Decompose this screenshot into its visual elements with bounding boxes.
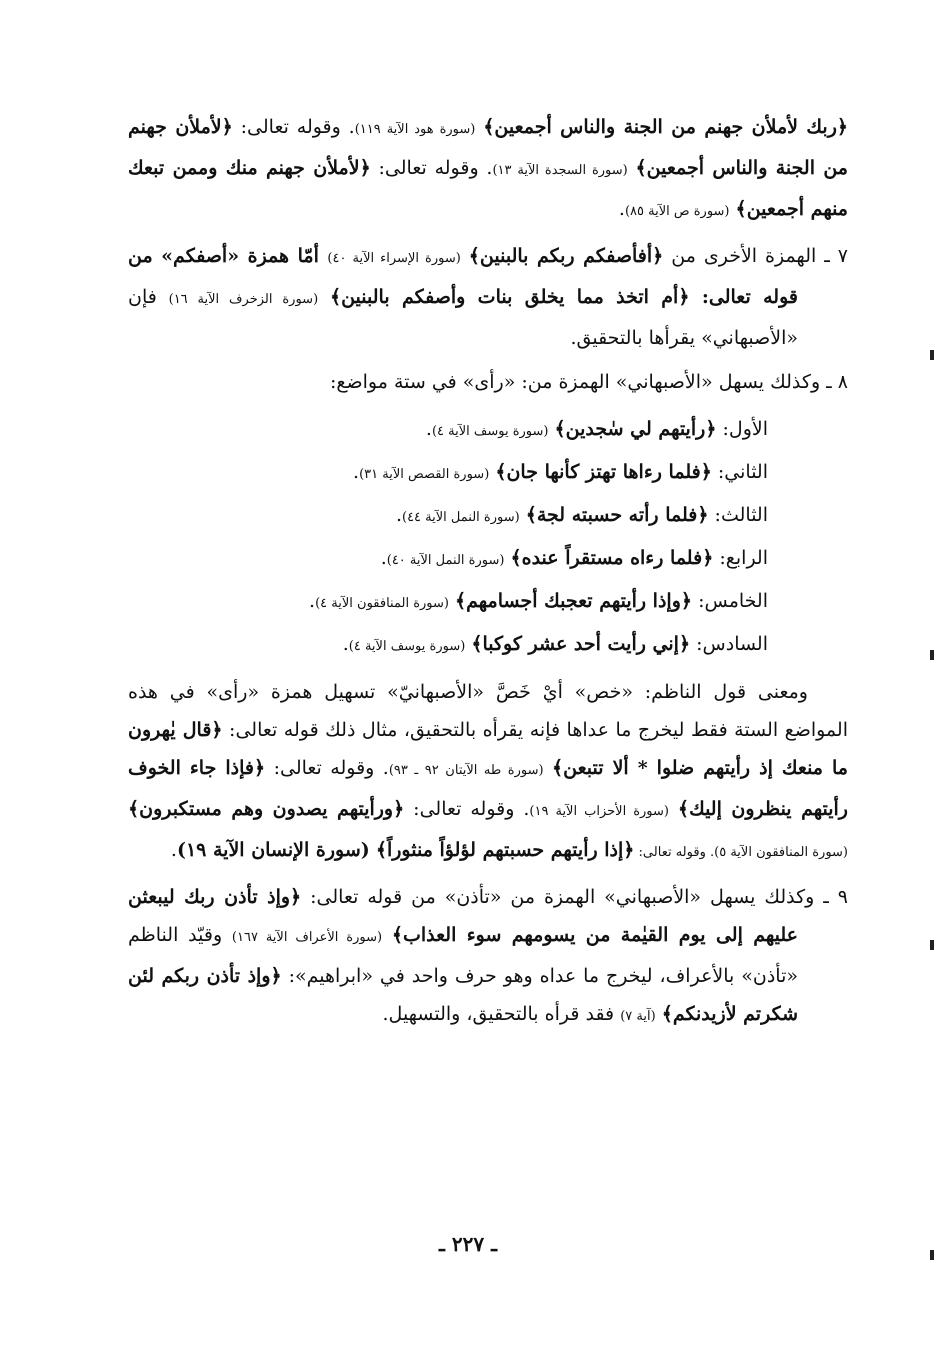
continuation-paragraph: ﴿ربك لأملأن جهنم من الجنة والناس أجمعين﴾ (سورة هود الآية ١١٩). وقوله تعالى: ﴿لأملأن جهنم من الجنة والناس أجمعين﴾ (سورة السجدة الآية ١٣). وقوله تعالى: ﴿لأملأن جهنم منك وممن تبعك منهم أجمعين﴾ (سورة ص الآية ٨٥).	[128, 116, 849, 220]
item-number: ٧ ـ	[824, 245, 848, 267]
quote: فلما رءاها تهتز كأنها جان	[506, 461, 701, 483]
text: . وقوله تعالى:	[404, 798, 530, 820]
scan-edge-mark	[930, 1250, 934, 1260]
surah-reference: (سورة الإسراء الآية ٤٠)	[327, 251, 461, 266]
surah-reference: (سورة السجدة الآية ١٣)	[492, 163, 628, 178]
text: فقد قرأه بالتحقيق، والتسهيل.	[382, 1003, 621, 1025]
quote: إني رأيت أحد عشر كوكبا	[482, 633, 679, 655]
quote: لأملأن جهنم منك وممن تبعك منهم أجمعين	[128, 157, 848, 220]
surah-reference: (سورة هود الآية ١١٩)	[354, 122, 476, 137]
text: . وقوله تعالى:	[634, 845, 715, 860]
quote: ربك لأملأن جهنم من الجنة والناس أجمعين	[494, 116, 837, 138]
list-item: الثاني: ﴿فلما رءاها تهتز كأنها جان﴾ (سورة القصص الآية ٣١).	[353, 461, 768, 483]
text: . وقوله تعالى:	[265, 757, 389, 779]
scan-edge-mark	[930, 940, 934, 950]
quote: وإذ تأذن ربك ليبعثن عليهم إلى يوم القيٰمة من يسومهم سوء العذاب	[128, 886, 798, 946]
text: .	[618, 198, 625, 220]
surah-reference: (سورة المنافقون الآية ٤)	[315, 596, 449, 611]
meaning-paragraph: ومعنى قول الناظم: «خص» أيْ خَصَّ «الأصبهانيّ» تسهيل همزة «رأى» في هذه المواضع الستة فقط ليخرج ما عداها فإنه يقرأه بالتحقيق، مثال ذلك قوله تعالى: ﴿قال يٰهرون ما منعك إذ رأيتهم ضلوا * ألا تتبعن﴾ (سورة طه الآيتان ٩٢ ـ ٩٣). وقوله تعالى: ﴿فإذا جاء الخوف رأيتهم ينظرون إليك﴾ (سورة الأحزاب الآية ١٩). وقوله تعالى: ﴿ورأيتهم يصدون وهم مستكبرون﴾ (سورة المنافقون الآية ٥). وقوله تعالى: ﴿إذا رأيتهم حسبتهم لؤلؤاً منثوراً﴾ (سورة الإنسان الآية ١٩).	[128, 681, 848, 861]
scan-edge-mark	[930, 350, 934, 360]
quote: وإذا رأيتهم تعجبك أجسامهم	[466, 590, 681, 612]
surah-reference: (سورة الأعراف الآية ١٦٧)	[231, 930, 383, 945]
item-number: ٨ ـ	[826, 371, 848, 393]
text: أمّا همزة «أصفكم» من قوله تعالى:	[128, 245, 798, 308]
text: وكذلك يسهل «الأصبهاني» الهمزة من «تأذن» من قوله تعالى:	[301, 886, 815, 908]
surah-reference: (سورة الأحزاب الآية ١٩)	[529, 804, 669, 819]
item-7: ٧ ـ الهمزة الأخرى من ﴿أفأصفكم ربكم بالبنين﴾ (سورة الإسراء الآية ٤٠) أمّا همزة «أصفكم» من قوله تعالى: ﴿أم اتخذ مما يخلق بنات وأصفكم بالبنين﴾ (سورة الزخرف الآية ١٦) فإن «الأصبهاني» يقرأها بالتحقيق.	[128, 245, 848, 349]
text: .	[170, 839, 177, 861]
page-number: ـ ٢٢٧ ـ	[439, 1232, 497, 1256]
list-item: الثالث: ﴿فلما رأته حسبته لجة﴾ (سورة النمل الآية ٤٤).	[395, 504, 768, 526]
quote: فلما رءاه مستقراً عنده	[521, 547, 703, 569]
text: ومعنى قول الناظم: «خص» أيْ خَصَّ «الأصبهانيّ» تسهيل همزة «رأى» في هذه المواضع الستة فقط ليخرج ما عداها فإنه يقرأه بالتحقيق، مثال ذلك قوله تعالى:	[128, 681, 848, 741]
quote: أم اتخذ مما يخلق بنات وأصفكم بالبنين	[341, 286, 679, 308]
surah-reference: (سورة يوسف الآية ٤)	[431, 424, 549, 439]
quote: إذا رأيتهم حسبتهم لؤلؤاً منثوراً	[386, 839, 624, 861]
text: وكذلك يسهل «الأصبهاني» الهمزة من: «رأى» في ستة مواضع:	[329, 371, 821, 393]
quote: فإذا جاء الخوف رأيتهم ينظرون إليك	[128, 757, 848, 820]
surah-reference: (سورة القصص الآية ٣١)	[359, 467, 490, 482]
quote: قال يٰهرون ما منعك إذ رأيتهم ضلوا * ألا تتبعن	[128, 719, 848, 779]
quote: لأملأن جهنم من الجنة والناس أجمعين	[128, 116, 848, 179]
list-item: الخامس: ﴿وإذا رأيتهم تعجبك أجسامهم﴾ (سورة المنافقون الآية ٤).	[309, 590, 768, 612]
surah-reference: (سورة يوسف الآية ٤)	[348, 639, 466, 654]
list-item: الرابع: ﴿فلما رءاه مستقراً عنده﴾ (سورة النمل الآية ٤٠).	[380, 547, 768, 569]
quote: وإذ تأذن ربكم لئن شكرتم لأزيدنكم	[128, 965, 798, 1025]
scan-edge-mark	[930, 650, 934, 660]
item-8	[128, 363, 848, 401]
text: فإن «الأصبهاني» يقرأها بالتحقيق.	[128, 286, 798, 349]
surah-reference: (سورة المنافقون الآية ٥)	[714, 845, 848, 860]
occurrence-list	[128, 409, 768, 667]
surah-reference: (آية ٧)	[620, 1009, 656, 1024]
quote: ورأيتهم يصدون وهم مستكبرون	[139, 798, 394, 820]
item-number: ٩ ـ	[823, 886, 848, 908]
quote: أفأصفكم ربكم بالبنين	[479, 245, 653, 267]
surah-reference: (سورة ص الآية ٨٥)	[624, 204, 730, 219]
surah-reference: (سورة النمل الآية ٤٠)	[386, 553, 505, 568]
list-item: السادس: ﴿إني رأيت أحد عشر كوكبا﴾ (سورة يوسف الآية ٤).	[342, 633, 768, 655]
item-9: ٩ ـ وكذلك يسهل «الأصبهاني» الهمزة من «تأذن» من قوله تعالى: ﴿وإذ تأذن ربك ليبعثن عليهم إلى يوم القيٰمة من يسومهم سوء العذاب﴾ (سورة الأعراف الآية ١٦٧) وقيّد الناظم «تأذن» بالأعراف، ليخرج ما عداه وهو حرف واحد في «ابراهيم»: ﴿وإذ تأذن ربكم لئن شكرتم لأزيدنكم﴾ (آية ٧) فقد قرأه بالتحقيق، والتسهيل.	[128, 886, 848, 1025]
quote: رأيتهم لي سٰجدين	[565, 418, 706, 440]
text: . وقوله تعالى:	[232, 116, 355, 138]
page-body	[128, 108, 848, 1036]
surah-reference: (سورة النمل الآية ٤٤)	[401, 510, 520, 525]
quote: فلما رأته حسبته لجة	[536, 504, 698, 526]
text: الهمزة الأخرى من	[663, 245, 817, 267]
text: وقيّد الناظم «تأذن» بالأعراف، ليخرج ما عداه وهو حرف واحد في «ابراهيم»:	[128, 924, 798, 987]
surah-reference: (سورة طه الآيتان ٩٢ ـ ٩٣)	[388, 763, 544, 778]
list-item: الأول: ﴿رأيتهم لي سٰجدين﴾ (سورة يوسف الآية ٤).	[425, 418, 768, 440]
surah-reference: (سورة الإنسان الآية ١٩)	[176, 839, 370, 861]
surah-reference: (سورة الزخرف الآية ١٦)	[168, 292, 319, 307]
text: . وقوله تعالى:	[370, 157, 493, 179]
